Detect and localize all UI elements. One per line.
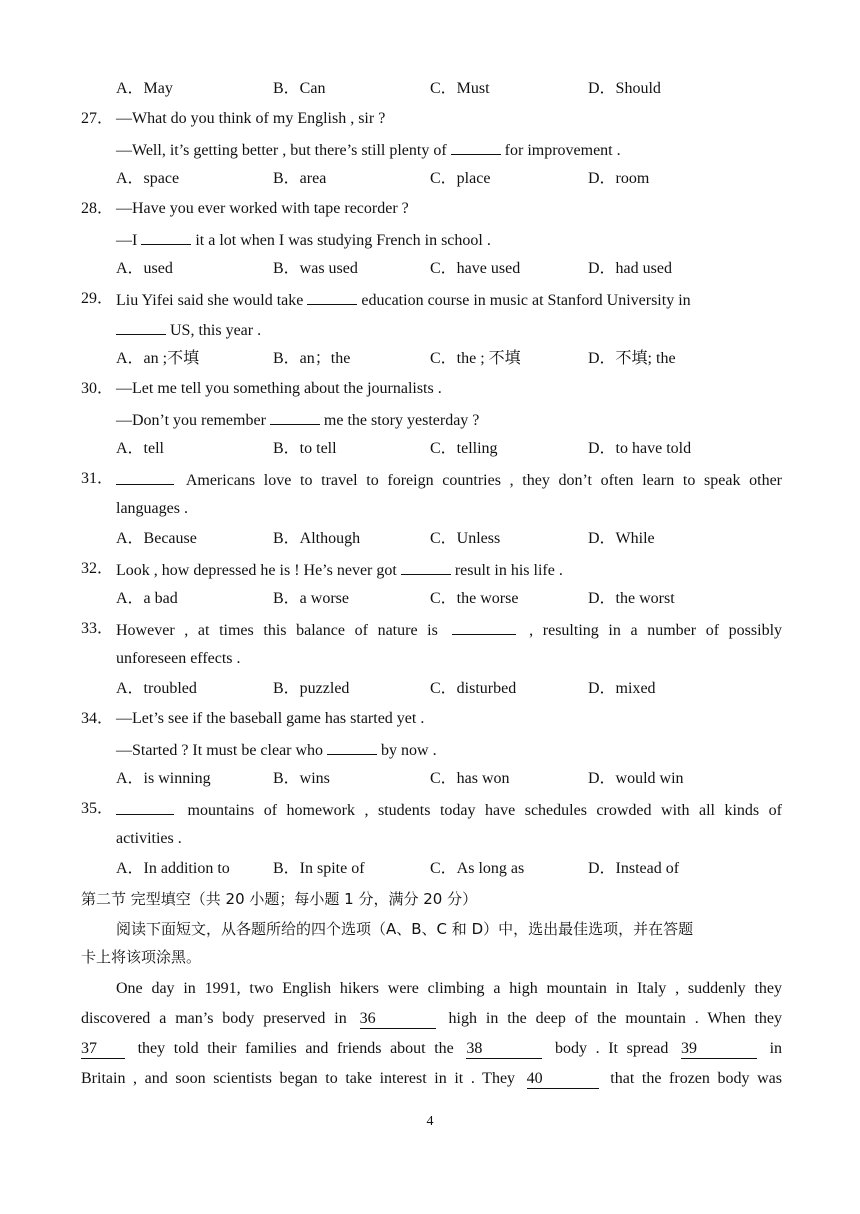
question-text: Americans love to travel to foreign countries , they don’t often learn to speak other [116,468,782,492]
option-a: A．troubled [116,680,197,697]
passage-text: One day in 1991, two English hikers were climbing a high mountain in Italy , suddenly they [116,980,782,997]
answer-blank [451,138,501,155]
question-text: —Let me tell you something about the journalists . [116,380,442,397]
passage-text: discovered a man’s body preserved in 36 high in the deep of the mountain . When they [81,1010,783,1027]
option-d: D．the worst [588,590,675,607]
passage-text: 37 they told their families and friends about the 38 body . It spread 39 in [81,1040,783,1057]
option-d: D．to have told [588,440,692,457]
option-b: B．to tell [273,440,337,457]
option-d: D．room [588,170,650,187]
question-text: languages . [116,500,188,517]
answer-blank [452,618,516,635]
option-b: B．area [273,170,327,187]
question-text: mountains of homework , students today have schedules crowded with all kinds of [116,798,782,822]
answer-blank [307,288,357,305]
answer-blank [116,318,166,335]
instruction-text: 卡上将该项涂黑。 [81,948,202,966]
option-b: B．a worse [273,590,349,607]
option-c: C．Must [430,80,490,97]
question-text: —Don’t you remember me the story yesterday ? [116,408,479,432]
question-number: 28． [81,200,114,217]
option-c: C．telling [430,440,498,457]
answer-blank [116,468,174,485]
option-c: C．the worse [430,590,519,607]
cloze-blank-39: 39 [681,1040,757,1059]
option-d: D．While [588,530,655,547]
cloze-blank-40: 40 [527,1070,599,1089]
option-d: D．不填; the [588,350,676,367]
question-number: 32． [81,560,114,577]
question-number: 33． [81,620,114,637]
cloze-blank-38: 38 [466,1040,542,1059]
question-text: —What do you think of my English , sir ? [116,110,386,127]
answer-blank [116,798,174,815]
question-text: Liu Yifei said she would take education course in music at Stanford University in [116,288,691,312]
option-a: A．space [116,170,180,187]
question-text: However , at times this balance of nature is , resulting in a number of possibly [116,618,782,642]
question-text: activities . [116,830,182,847]
option-b: B．puzzled [273,680,350,697]
question-number: 27． [81,110,114,127]
question-number: 35． [81,800,114,817]
option-b: B．was used [273,260,358,277]
answer-blank [141,228,191,245]
option-c: C．the ; 不填 [430,350,521,367]
cloze-blank-36: 36 [360,1010,436,1029]
option-b: B．In spite of [273,860,365,877]
option-d: D．had used [588,260,672,277]
option-b: B．Can [273,80,326,97]
option-a: A．Because [116,530,197,547]
section-title: 第二节 完型填空（共 20 小题；每小题 1 分，满分 20 分） [81,890,478,908]
option-b: B．wins [273,770,330,787]
page-number: 4 [426,1114,434,1129]
question-text: —Well, it’s getting better , but there’s still plenty of for improvement . [116,138,621,162]
answer-blank [401,558,451,575]
answer-blank [270,408,320,425]
option-d: D．Should [588,80,661,97]
option-a: A．In addition to [116,860,230,877]
question-text: —Started ? It must be clear who by now . [116,738,437,762]
question-number: 29． [81,290,114,307]
option-b: B．Although [273,530,361,547]
option-c: C．place [430,170,491,187]
cloze-blank-37: 37 [81,1040,125,1059]
option-a: A．a bad [116,590,178,607]
option-d: D．would win [588,770,684,787]
question-text: —Let’s see if the baseball game has started yet . [116,710,425,727]
option-d: D．Instead of [588,860,680,877]
passage-text: Britain , and soon scientists began to take interest in it . They 40 that the frozen body was [81,1070,782,1087]
answer-blank [327,738,377,755]
question-text: —I it a lot when I was studying French in school . [116,228,491,252]
option-c: C．have used [430,260,521,277]
question-number: 30． [81,380,114,397]
question-text: Look , how depressed he is ! He’s never got result in his life . [116,558,563,582]
option-c: C．disturbed [430,680,517,697]
question-text: US, this year . [116,318,261,342]
instruction-text: 阅读下面短文，从各题所给的四个选项（A、B、C 和 D）中，选出最佳选项，并在答题 [116,920,694,938]
option-c: C．As long as [430,860,525,877]
question-number: 34． [81,710,114,727]
option-d: D．mixed [588,680,656,697]
option-c: C．Unless [430,530,501,547]
option-a: A．tell [116,440,164,457]
question-text: unforeseen effects . [116,650,241,667]
option-a: A．is winning [116,770,211,787]
option-b: B．an；the [273,350,351,367]
question-text: —Have you ever worked with tape recorder ? [116,200,409,217]
option-c: C．has won [430,770,510,787]
option-a: A．used [116,260,173,277]
option-a: A．May [116,80,173,97]
option-a: A．an ;不填 [116,350,200,367]
question-number: 31． [81,470,114,487]
